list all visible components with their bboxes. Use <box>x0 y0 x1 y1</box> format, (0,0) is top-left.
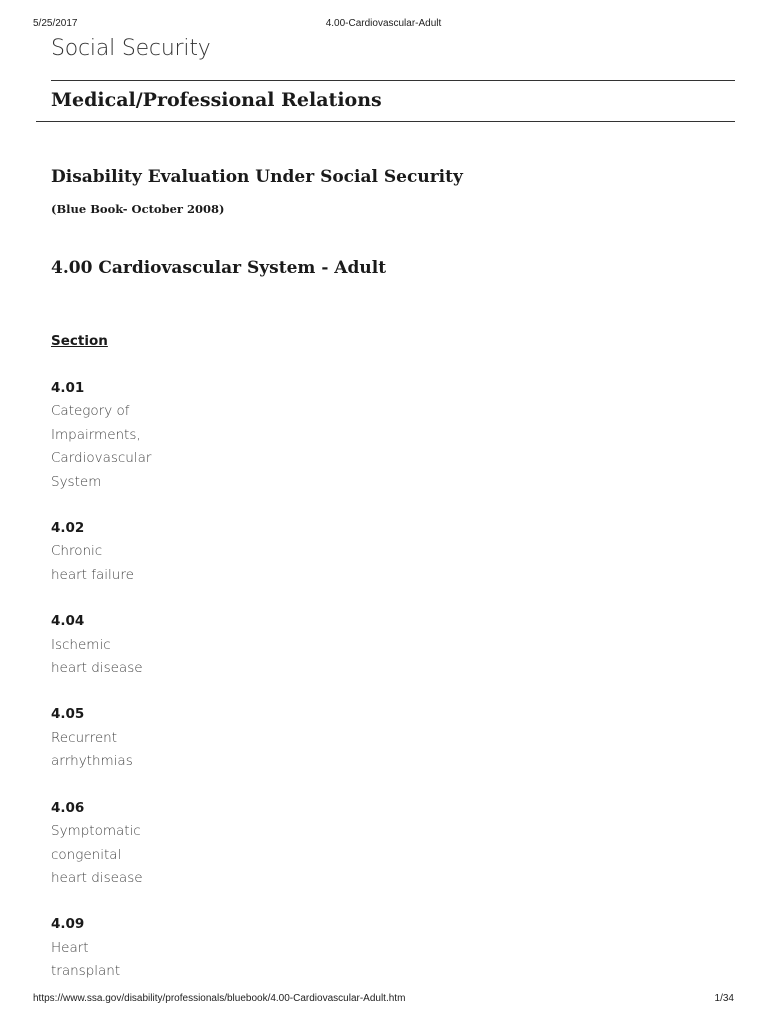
header-divider <box>51 80 735 81</box>
section-title-line[interactable]: Cardiovascular <box>51 450 152 467</box>
section-title-line[interactable]: Category of <box>51 403 130 420</box>
section-title-line[interactable]: heart disease <box>51 869 143 886</box>
print-document-title: 4.00-Cardiovascular-Adult <box>325 18 442 29</box>
section-label: Section <box>51 333 108 349</box>
section-title-line[interactable]: congenital <box>51 846 122 863</box>
section-item[interactable] <box>51 610 151 680</box>
section-title-line[interactable]: System <box>51 473 102 490</box>
section-title-line[interactable]: Ischemic <box>51 636 111 653</box>
system-heading: 4.00 Cardiovascular System - Adult <box>51 258 387 278</box>
section-number[interactable]: 4.04 <box>51 613 85 630</box>
section-number[interactable]: 4.02 <box>51 520 85 537</box>
section-title-line[interactable]: Chronic <box>51 543 103 560</box>
section-number[interactable]: 4.06 <box>51 799 85 816</box>
section-item[interactable] <box>51 517 151 587</box>
section-title-line[interactable]: heart disease <box>51 660 143 677</box>
site-title-link[interactable]: Social Security <box>51 36 211 61</box>
section-list <box>51 377 151 1007</box>
print-header <box>33 18 734 32</box>
section-title-line[interactable]: Recurrent <box>51 729 118 746</box>
banner-divider <box>36 121 735 122</box>
section-title-line[interactable]: arrhythmias <box>51 753 133 770</box>
section-title-line[interactable]: Symptomatic <box>51 823 141 840</box>
section-title-line[interactable]: Heart <box>51 939 89 956</box>
section-number[interactable]: 4.09 <box>51 916 85 933</box>
section-number[interactable]: 4.01 <box>51 380 85 396</box>
section-item[interactable] <box>51 377 151 494</box>
section-item[interactable] <box>51 797 151 891</box>
blue-book-edition: (Blue Book- October 2008) <box>51 202 225 216</box>
section-item[interactable] <box>51 913 151 983</box>
section-number[interactable]: 4.05 <box>51 706 85 723</box>
print-page-number: 1/34 <box>714 993 734 1004</box>
print-footer <box>33 993 734 1007</box>
print-date: 5/25/2017 <box>33 18 78 29</box>
section-title-line[interactable]: Impairments, <box>51 426 141 443</box>
section-title-line[interactable]: transplant <box>51 963 121 980</box>
section-item[interactable] <box>51 703 151 773</box>
page-heading: Disability Evaluation Under Social Security <box>51 167 463 187</box>
section-title-line[interactable]: heart failure <box>51 566 134 583</box>
section-banner-title: Medical/Professional Relations <box>51 89 382 111</box>
print-url: https://www.ssa.gov/disability/professionals/bluebook/4.00-Cardiovascular-Adult.htm <box>33 993 406 1004</box>
